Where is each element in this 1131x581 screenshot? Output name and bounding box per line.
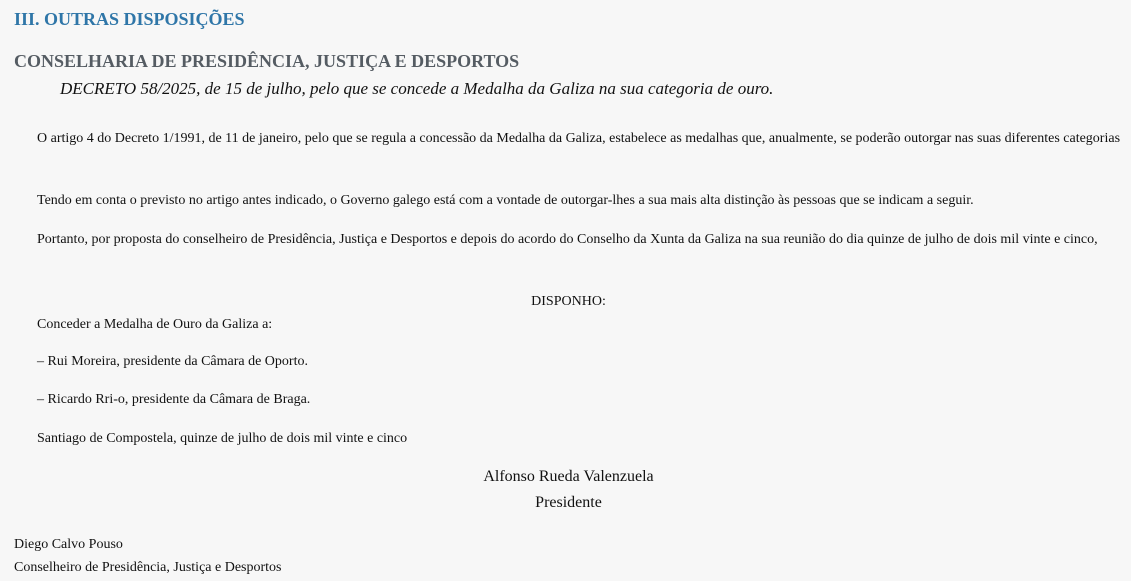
paragraph-3: Portanto, por proposta do conselheiro de Presidência, Justiça e Desportos e depois do acordo do Conselho da Xunta da Galiza na sua reunião do dia quinze de julho de dois mil vinte e cinco, <box>37 232 1098 247</box>
signatory-role: Presidente <box>535 494 602 511</box>
disponho-heading: DISPONHO: <box>531 294 606 309</box>
paragraph-2: Tendo em conta o previsto no artigo antes indicado, o Governo galego está com a vontade de outorgar-lhes a sua mais alta distinção às pessoas que se indicam a seguir. <box>37 193 974 208</box>
paragraph-1: O artigo 4 do Decreto 1/1991, de 11 de janeiro, pelo que se regula a concessão da Medalha da Galiza, estabelece as medalhas que, anualmente, se poderão outorgar nas suas diferentes categorias <box>37 131 1121 146</box>
recipient-item: – Rui Moreira, presidente da Câmara de Oporto. <box>37 354 308 369</box>
place-date: Santiago de Compostela, quinze de julho de dois mil vinte e cinco <box>37 431 408 446</box>
signatory-name: Alfonso Rueda Valenzuela <box>483 468 654 485</box>
countersignatory-name: Diego Calvo Pouso <box>14 537 123 552</box>
recipient-item: – Ricardo Rri-o, presidente da Câmara de Braga. <box>37 392 311 407</box>
countersignatory-role: Conselheiro de Presidência, Justiça e Desportos <box>14 560 282 575</box>
section-title: III. OUTRAS DISPOSIÇÕES <box>14 9 245 29</box>
grant-intro: Conceder a Medalha de Ouro da Galiza a: <box>37 317 273 332</box>
ministry-heading: CONSELHARIA DE PRESIDÊNCIA, JUSTIÇA E DESPORTOS <box>14 51 520 71</box>
decree-title: DECRETO 58/2025, de 15 de julho, pelo que se concede a Medalha da Galiza na sua categoria de ouro. <box>60 79 774 98</box>
